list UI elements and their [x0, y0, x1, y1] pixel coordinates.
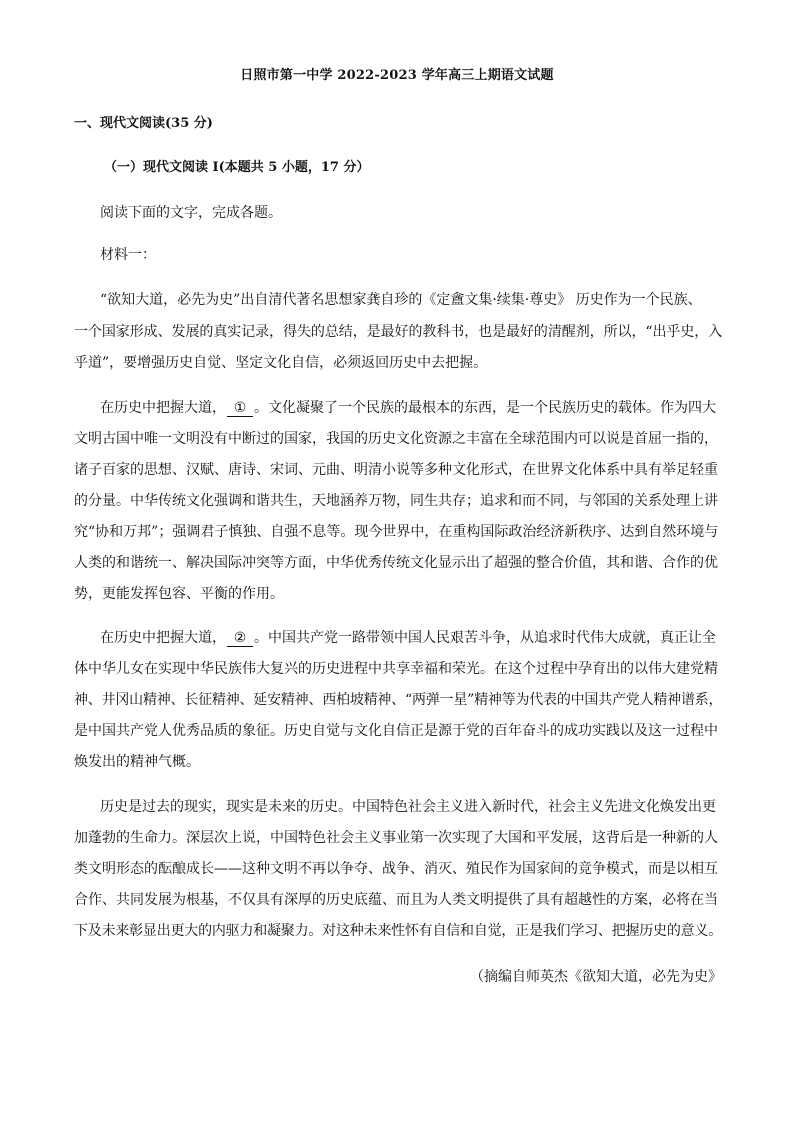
paragraph-1-line: “欲知大道，必先为史”出自清代著名思想家龚自珍的《定盦文集·续集·尊史》 历史作为一个民族、 [100, 292, 702, 308]
section-heading: 一、现代文阅读(35 分) [74, 116, 213, 131]
paragraph-4-line: 合作、共同发展为根基，不仅具有深厚的历史底蕴、而且为人类文明提供了具有超越性的方案，必将在当 [74, 892, 718, 908]
paragraph-2-line: 文明古国中唯一文明没有中断过的国家，我国的历史文化资源之丰富在全球范围内可以说是首屈一指的， [74, 431, 718, 447]
fill-blank-2: ② [227, 630, 253, 647]
paragraph-3-line: 焕发出的精神气概。 [74, 754, 200, 770]
paragraph-3-line [100, 628, 716, 648]
paragraph-1-line: 一个国家形成、发展的真实记录，得失的总结，是最好的教科书，也是最好的清醒剂，所以，“出乎史，入 [74, 324, 723, 340]
page-title: 日照市第一中学 2022-2023 学年高三上期语文试题 [240, 68, 554, 83]
paragraph-1-line: 乎道”，要增强历史自觉、坚定文化自信，必须返回历史中去把握。 [74, 355, 488, 371]
paragraph-2-line [100, 398, 716, 418]
paragraph-4-line: 类文明形态的酝酿成长——这种文明不再以争夺、战争、消灭、殖民作为国家间的竞争模式，而是以相互 [74, 861, 718, 877]
instruction-text: 阅读下面的文字，完成各题。 [100, 205, 282, 221]
paragraph-2-rest: 。文化凝聚了一个民族的最根本的东西，是一个民族历史的载体。作为四大 [254, 400, 716, 416]
fill-blank-1: ① [227, 400, 253, 417]
paragraph-2-lead: 在历史中把握大道， [100, 400, 226, 416]
paragraph-2-line: 诸子百家的思想、汉赋、唐诗、宋词、元曲、明清小说等多种文化形式，在世界文化体系中具有举足轻重 [74, 462, 718, 478]
paragraph-3-lead: 在历史中把握大道， [100, 630, 226, 646]
paragraph-4-line: 加蓬勃的生命力。深层次上说，中国特色社会主义事业第一次实现了大国和平发展，这背后是一种新的人 [74, 830, 718, 846]
paragraph-3-line: 神、井冈山精神、长征精神、延安精神、西柏坡精神、“两弹一星”精神等为代表的中国共产党人精神谱系， [74, 692, 723, 708]
paragraph-2-line: 势，更能发挥包容、平衡的作用。 [74, 586, 284, 602]
paragraph-2-line: 究“协和万邦”；强调君子慎独、自强不息等。现今世界中，在重构国际政治经济新秩序、达到自然环境与 [74, 524, 719, 540]
paragraph-2-line: 的分量。中华传统文化强调和谐共生，天地涵养万物，同生共存；追求和而不同，与邻国的关系处理上讲 [74, 493, 718, 509]
paragraph-4-line: 历史是过去的现实，现实是未来的历史。中国特色社会主义进入新时代，社会主义先进文化焕发出更 [100, 799, 716, 815]
material-label: 材料一： [100, 247, 156, 263]
paragraph-2-line: 人类的和谐统一、解决国际冲突等方面，中华优秀传统文化显示出了超强的整合价值，其和谐、合作的优 [74, 555, 718, 571]
source-citation: （摘编自师英杰《欲知大道，必先为史》 [470, 969, 722, 985]
paragraph-3-line: 体中华儿女在实现中华民族伟大复兴的历史进程中共享幸福和荣光。在这个过程中孕育出的以伟大建党精 [74, 661, 718, 677]
paragraph-3-rest: 。中国共产党一路带领中国人民艰苦斗争，从追求时代伟大成就，真正让全 [254, 630, 716, 646]
subsection-heading: （一）现代文阅读 I(本题共 5 小题，17 分） [104, 160, 370, 175]
paragraph-3-line: 是中国共产党人优秀品质的象征。历史自觉与文化自信正是源于党的百年奋斗的成功实践以及这一过程中 [74, 723, 718, 739]
paragraph-4-line: 下及未来彰显出更大的内驱力和凝聚力。对这种未来性怀有自信和自觉，正是我们学习、把握历史的意义。 [74, 923, 722, 939]
